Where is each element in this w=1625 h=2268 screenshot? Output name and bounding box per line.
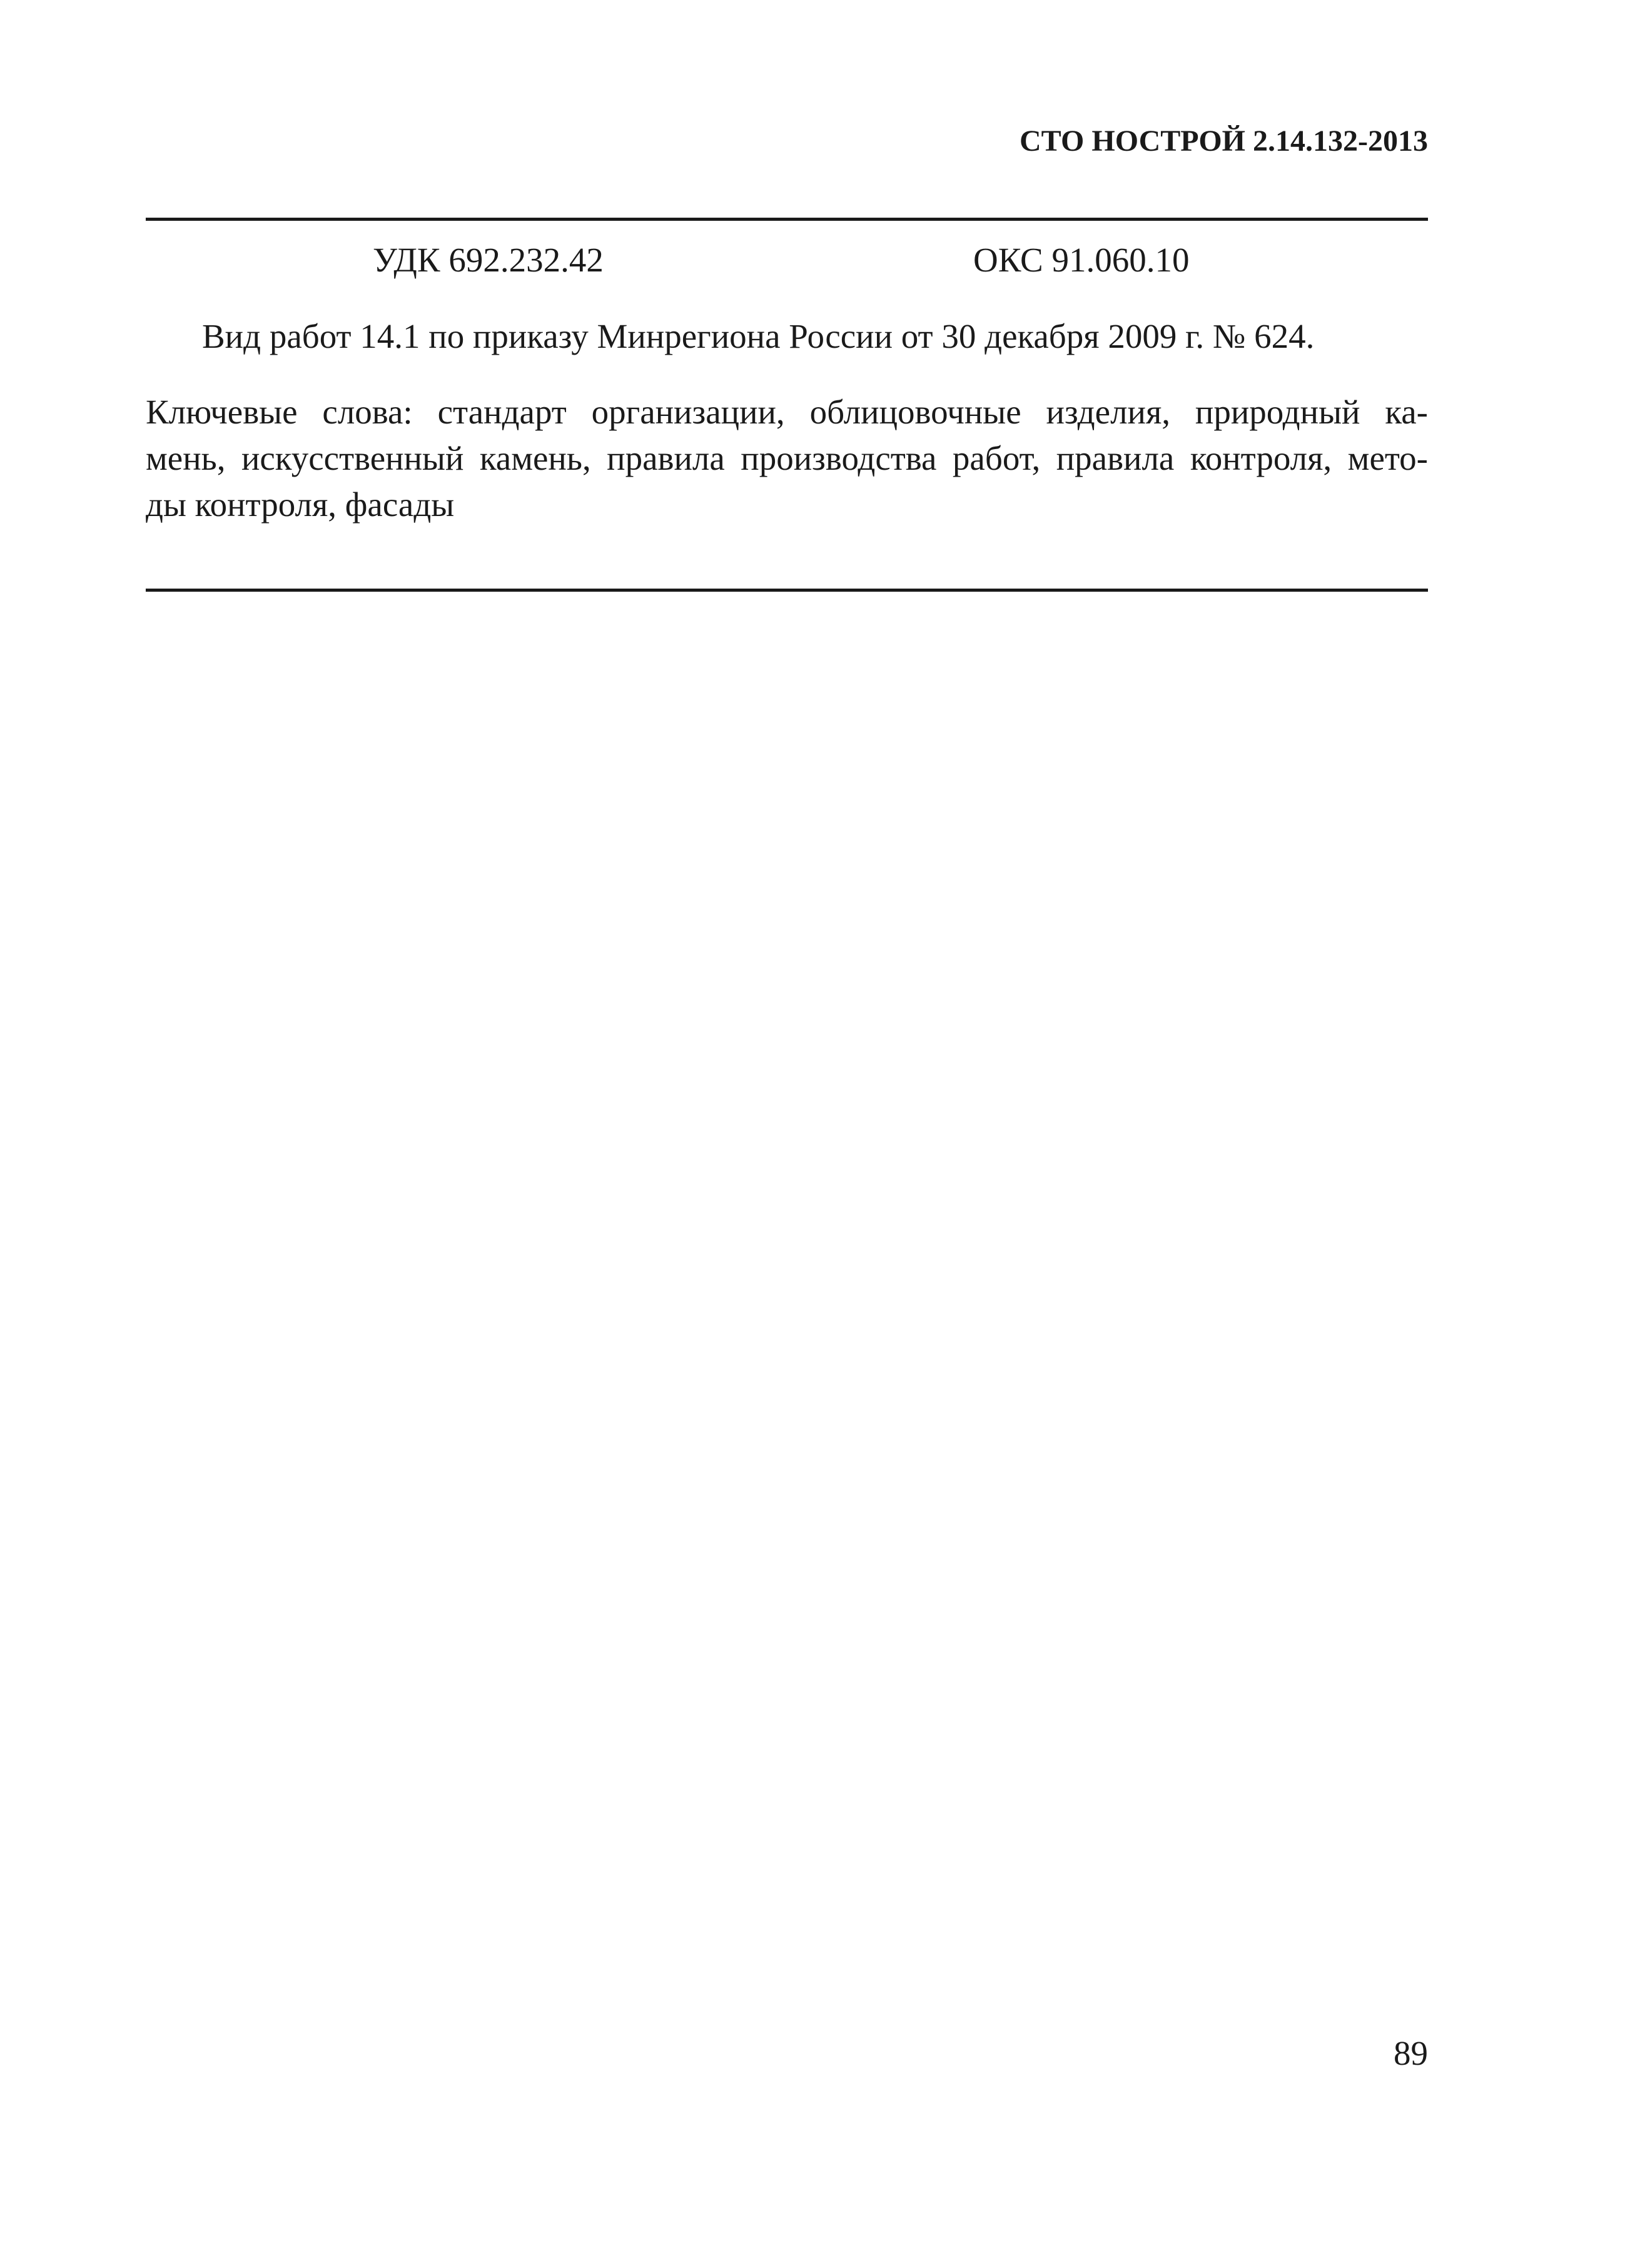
oks-code: ОКС 91.060.10 [973, 241, 1190, 279]
classifier-codes [146, 238, 1428, 282]
keywords-block [146, 389, 1428, 528]
document-code-header: СТО НОСТРОЙ 2.14.132-2013 [1019, 124, 1428, 158]
top-divider [146, 218, 1428, 221]
keywords-line: Ключевые слова: стандарт организации, облицовочные изделия, природный ка- [146, 393, 1428, 431]
udk-code: УДК 692.232.42 [373, 241, 604, 279]
keywords-line: мень, искусственный камень, правила производства работ, правила контроля, мето- [146, 439, 1428, 477]
bottom-divider [146, 589, 1428, 592]
keywords-line: ды контроля, фасады [146, 485, 455, 524]
work-type-statement: Вид работ 14.1 по приказу Минрегиона России от 30 декабря 2009 г. № 624. [202, 317, 1315, 355]
page-number: 89 [1394, 2034, 1428, 2072]
